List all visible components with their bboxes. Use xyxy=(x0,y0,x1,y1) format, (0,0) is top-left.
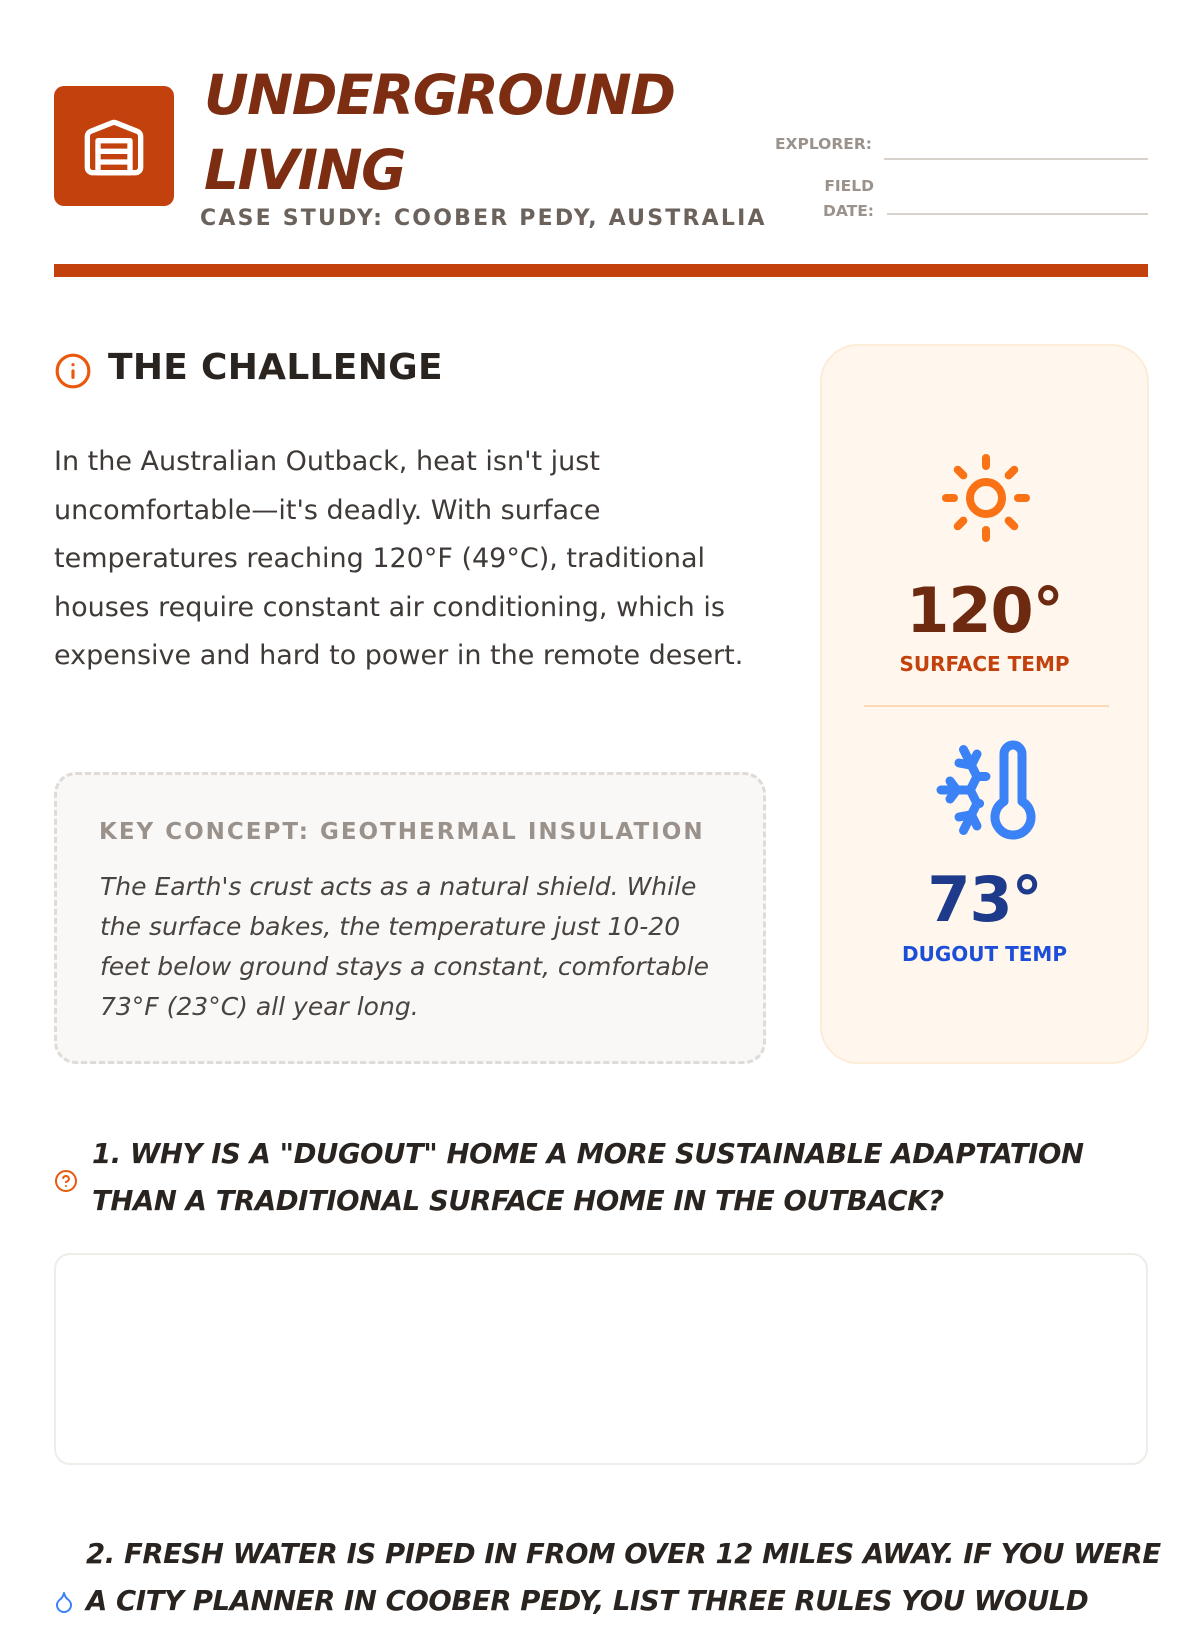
surface-temp-value: 120° xyxy=(906,574,1063,647)
page-title xyxy=(204,58,674,208)
question-2: 2. FRESH WATER IS PIPED IN FROM OVER 12 MILES AWAY. IF YOU WERE A CITY PLANNER IN COOBER PEDY, LIST THREE RULES YOU WOULD xyxy=(86,1538,1161,1617)
surface-temp-label: SURFACE TEMP xyxy=(899,652,1070,676)
answer-box-1[interactable] xyxy=(54,1253,1148,1465)
water-drop-icon xyxy=(52,1590,76,1619)
question-1: 1. WHY IS A "DUGOUT" HOME A MORE SUSTAINABLE ADAPTATION THAN A TRADITIONAL SURFACE HOME IN THE OUTBACK? xyxy=(92,1138,1084,1217)
logo-badge xyxy=(54,86,174,206)
dugout-temp-value: 73° xyxy=(927,863,1042,936)
card-divider xyxy=(864,705,1109,707)
sun-icon xyxy=(938,450,1034,551)
info-icon xyxy=(54,352,92,395)
field-date-label-line2: DATE: xyxy=(822,202,874,220)
field-date-label-line1: FIELD xyxy=(824,177,874,195)
dugout-temp-label: DUGOUT TEMP xyxy=(902,942,1067,966)
explorer-label: EXPLORER: xyxy=(774,135,872,153)
header-divider xyxy=(54,264,1148,277)
title-line-1: UNDERGROUND xyxy=(204,63,675,127)
challenge-title: THE CHALLENGE xyxy=(108,347,443,388)
key-concept-text: The Earth's crust acts as a natural shield. While the surface bakes, the temperature just 10-20 feet below ground stays a constant, comfortable 73°F (23°C) all year long. xyxy=(100,872,709,1021)
explorer-field[interactable] xyxy=(884,158,1148,160)
field-date-field[interactable] xyxy=(887,213,1148,215)
question-circle-icon xyxy=(54,1169,78,1198)
temperature-card xyxy=(820,344,1149,1064)
challenge-body: In the Australian Outback, heat isn't just uncomfortable—it's deadly. With surface temperatures reaching 120°F (49°C), traditional houses require constant air conditioning, which is expensive and hard to power in the remote desert. xyxy=(54,446,744,671)
warehouse-icon xyxy=(82,114,146,178)
title-line-2: LIVING xyxy=(204,138,405,202)
key-concept-box xyxy=(54,772,766,1064)
page-subtitle: CASE STUDY: COOBER PEDY, AUSTRALIA xyxy=(200,206,767,231)
snowflake-thermometer-icon xyxy=(932,736,1040,849)
field-date-label xyxy=(760,174,874,224)
key-concept-title: KEY CONCEPT: GEOTHERMAL INSULATION xyxy=(99,819,705,845)
